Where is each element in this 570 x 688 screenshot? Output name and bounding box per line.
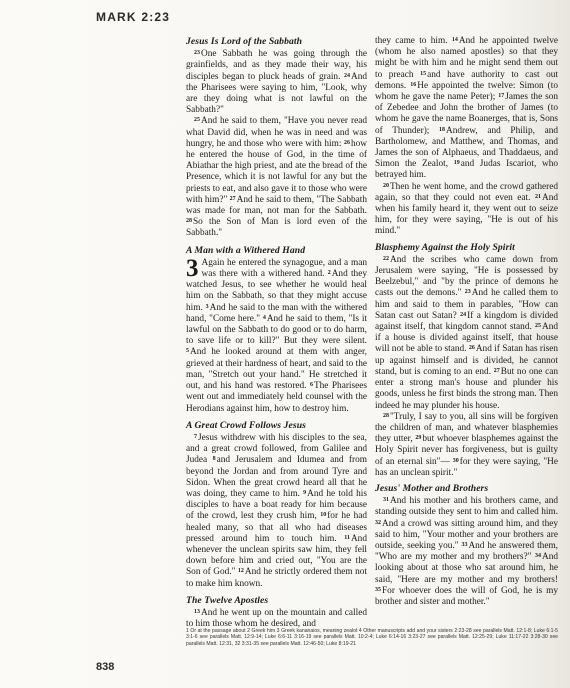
verse-text: they came to him.	[375, 36, 448, 46]
verse-text: Again he entered the synagogue, and a man was there with a withered hand.	[201, 257, 367, 280]
verse-number: 11	[344, 534, 350, 541]
verse-text: And his mother and his brothers came, and standing outside they sent to him and called him.	[375, 496, 558, 518]
verse-number: 25	[194, 117, 200, 124]
verse-text: And he said to the man with the withered hand, "Come here."	[186, 302, 367, 324]
right-column	[375, 36, 558, 608]
verse-text: So the Son of Man is lord even of the Sabbath."	[186, 217, 367, 239]
verse-text: And looking about at those who sat around him, he said, "Here are my mother and my brothers!	[375, 552, 558, 585]
verse-text: But no one can enter a strong man's house and plunder his goods, unless he first binds the strong man. Then indeed he may plunder his house.	[375, 366, 558, 411]
verse-text: And he told his disciples to have a boat ready for him because of the crowd, lest they crush him,	[186, 488, 368, 522]
verse-text: And when his family heard it, they went out to seize him, for they were saying, "He is out of his mind."	[375, 192, 559, 237]
verse-number: 9	[303, 489, 307, 496]
verse-text: And he answered them, "Who are my mother and my brothers?"	[375, 540, 559, 563]
verse-number: 27	[493, 367, 500, 374]
verse-number: 21	[535, 193, 541, 200]
verse-number: 10	[320, 512, 327, 519]
verse-text: And he called them to him and said to them in parables, "How can Satan cast out Satan?	[375, 288, 558, 321]
verse-number: 7	[194, 433, 197, 440]
verse-text: And if a house is divided against itself, that house will not be able to stand.	[375, 322, 558, 355]
verse-paragraph	[375, 255, 558, 412]
verse-number: 14	[451, 37, 458, 43]
verse-text: For whoever does the will of God, he is my brother and sister and mother."	[375, 585, 558, 607]
verse-paragraph	[186, 116, 367, 239]
section-heading: A Great Crowd Follows Jesus	[186, 419, 306, 431]
verse-number: 26	[468, 345, 475, 352]
page-number: 838	[96, 661, 115, 673]
verse-text: And a crowd was sitting around him, and they said to him, "Your mother and your brothers are outside, seeking you."	[375, 518, 558, 551]
verse-number: 23	[464, 289, 471, 296]
verse-text: and Judas Iscariot, who betrayed him.	[375, 159, 559, 181]
verse-text: and have authority to cast out demons.	[375, 69, 558, 91]
verse-number: 16	[410, 81, 417, 88]
verse-number: 30	[452, 457, 459, 464]
verse-number: 32	[375, 519, 381, 526]
verse-text: And he strictly ordered them not to make him known.	[186, 567, 367, 589]
verse-text: for they were saying, "He has an unclean spirit."	[375, 456, 558, 478]
footnotes: 1 Or at the passage about 2 Greek him 3 Greek kananaios, meaning zealot 4 Other manuscripts add and your sisters 2:23-28 see parallels Matt. 12:1-8; Luke 6:1-5 3:1-6 see parallels Matt. 12:9-14; Luke 6:6-11 3:16-19 see parallels Matt. 10:2-4; Luke 6:14-16 3:23-27 see parallels Matt. 12:25-29; Luke 11:17-22 3:28-30 see parallels Matt. 12:31, 32 3:31-35 see parallels Matt. 12:46-50; Luke 8:19-21	[186, 628, 558, 647]
verse-text: And he said to them, "Is it lawful on the Sabbath to do good or to do harm, to save life or to kill?" But they were silent.	[186, 313, 367, 347]
verse-text: And he went up on the mountain and called to him those whom he desired, and	[186, 607, 367, 630]
verse-text: how he entered the house of God, in the time of Abiathar the high priest, and ate the bread of the Presence, which it is not lawful for any but the priests to eat, and also gave it to those who were with him?"	[186, 138, 367, 205]
verse-text: And whenever the unclean spirits saw him, they fell down before him and cried out, "You are the Son of God."	[186, 533, 367, 578]
verse-text: Jesus withdrew with his disciples to the sea, and a great crowd followed, from Galilee and Judea	[186, 432, 367, 466]
verse-number: 4	[262, 314, 266, 321]
verse-paragraph	[375, 412, 558, 479]
verse-text: but whoever blasphemes against the Holy Spirit never has forgiveness, but is guilty of an eternal sin"—	[375, 434, 558, 467]
verse-number: 28	[383, 412, 389, 419]
section-heading: Blasphemy Against the Holy Spirit	[375, 241, 515, 253]
verse-number: 24	[460, 311, 467, 318]
verse-paragraph	[186, 254, 367, 415]
verse-text: "Truly, I say to you, all sins will be forgiven the children of man, and whatever blasphemies they utter,	[375, 411, 558, 445]
verse-number: 5	[186, 348, 189, 355]
verse-text: And they watched Jesus, to see whether he would heal him on the Sabbath, so that they might accuse him.	[186, 269, 367, 313]
verse-number: 34	[534, 553, 541, 560]
verse-text: for he had healed many, so that all who had diseases pressed around him to touch him.	[186, 511, 368, 544]
verse-number: 13	[194, 608, 200, 615]
left-column	[186, 36, 367, 630]
verse-number: 19	[453, 160, 460, 167]
verse-text: If a kingdom is divided against itself, that kingdom cannot stand.	[375, 310, 558, 333]
verse-number: 33	[461, 541, 468, 548]
verse-number: 23	[194, 50, 200, 57]
verse-number: 27	[229, 195, 236, 202]
verse-paragraph	[375, 182, 558, 238]
verse-text: And the scribes who came down from Jerusalem were saying, "He is possessed by Beelzebul," and "by the prince of demons he casts out the demons."	[375, 254, 558, 299]
section-heading: Jesus Is Lord of the Sabbath	[186, 36, 303, 47]
verse-paragraph	[186, 433, 367, 590]
verse-paragraph	[375, 36, 558, 182]
verse-text: He appointed the twelve: Simon (to whom he gave the name Peter);	[375, 80, 558, 103]
verse-number: 35	[375, 586, 381, 593]
verse-number: 28	[186, 218, 192, 225]
verse-text: And he looked around at them with anger, grieved at their hardness of heart, and said to the man, "Stretch out your hand." He stretched it out, and his hand was restored.	[186, 347, 367, 392]
chapter-number: 3	[186, 254, 199, 282]
section-heading: A Man with a Withered Hand	[186, 244, 306, 256]
verse-number: 31	[383, 497, 389, 504]
verse-text: The Pharisees went out and immediately held counsel with the Herodians against him, how to destroy him.	[186, 381, 367, 414]
verse-number: 3	[205, 303, 209, 310]
verse-number: 18	[439, 126, 446, 133]
verse-text: And if Satan has risen up against himself and is divided, he cannot stand, but is coming to an end.	[375, 344, 558, 377]
verse-number: 15	[420, 70, 427, 77]
verse-text: And the Pharisees were saying to him, "Look, why are they doing what is not lawful on the Sabbath?"	[186, 71, 367, 116]
verse-text: One Sabbath he was going through the grainfields, and as they made their way, his disciples began to pluck heads of grain.	[186, 49, 367, 82]
verse-number: 22	[383, 255, 389, 262]
verse-number: 2	[327, 270, 331, 277]
verse-number: 26	[343, 139, 350, 146]
verse-text: And he appointed twelve (whom he also named apostles) so that they might be with him and he might send them out to preach	[375, 36, 559, 80]
verse-paragraph	[186, 608, 367, 630]
section-heading: The Twelve Apostles	[186, 594, 269, 606]
verse-number: 25	[534, 323, 541, 330]
verse-text: Andrew, and Philip, and Bartholomew, and Matthew, and Thomas, and James the son of Alphaeus, and Thaddaeus, and Simon the Zealot,	[375, 125, 558, 170]
verse-paragraph	[186, 49, 367, 116]
section-heading: Jesus' Mother and Brothers	[375, 482, 489, 494]
verse-number: 6	[309, 382, 313, 389]
verse-number: 8	[212, 456, 216, 463]
verse-number: 12	[237, 568, 244, 575]
verse-number: 20	[383, 182, 389, 189]
verse-text: And he said to them, "The Sabbath was made for man, not man for the Sabbath.	[186, 194, 367, 217]
verse-paragraph	[375, 496, 558, 608]
running-head: MARK 2:23	[96, 10, 171, 24]
verse-text: James the son of Zebedee and John the brother of James (to whom he gave the name Boanerges, that is, Sons of Thunder);	[375, 92, 558, 136]
verse-number: 17	[498, 93, 505, 100]
verse-text: Then he went home, and the crowd gathered again, so that they could not even eat.	[375, 181, 558, 203]
verse-number: 29	[415, 435, 422, 442]
verse-text: and Jerusalem and Idumea and from beyond the Jordan and from around Tyre and Sidon. When the great crowd heard all that he was doing, they came to him.	[186, 455, 367, 499]
verse-number: 24	[343, 72, 350, 79]
verse-text: And he said to them, "Have you never read what David did, when he was in need and was hungry, he and those who were with him:	[186, 116, 367, 149]
